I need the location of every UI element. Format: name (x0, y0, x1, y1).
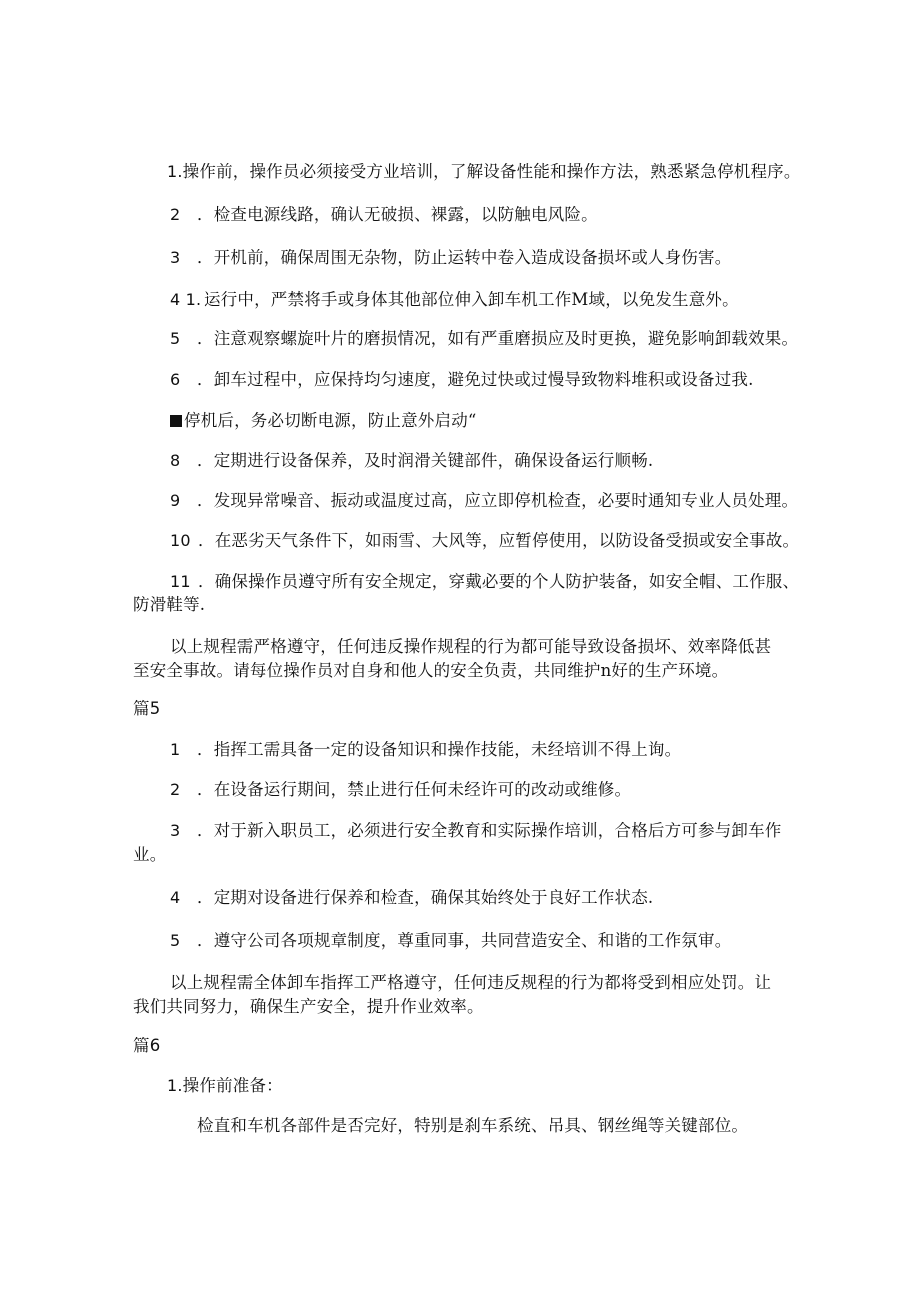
item-number: 9 (170, 491, 181, 510)
list-item (170, 778, 631, 802)
summary-paragraph-line: 至安全事故。请每位操作员对自身和他人的安全负责，共同维护n好的生产环境。 (133, 661, 729, 680)
list-item (170, 529, 799, 553)
section-heading: 篇5 (133, 699, 161, 718)
list-item (170, 246, 731, 270)
list-item (170, 570, 799, 594)
list-item (170, 738, 681, 762)
list-item (170, 203, 598, 227)
item-text: 停机后，务必切断电源，防止意外启动“ (184, 411, 477, 430)
item-number: 1. (167, 162, 183, 181)
item-number: 3 (170, 248, 181, 267)
item-number: 1 (170, 740, 181, 759)
section-heading: 篇6 (133, 1036, 161, 1055)
item-text: ．确保操作员遵守所有安全规定，穿戴必要的个人防护装备，如安全帽、工作服、 (198, 572, 800, 591)
list-item (167, 160, 801, 184)
list-item (170, 327, 798, 351)
summary-paragraph-line: 以上规程需全体卸车指挥工严格遵守，任何违反规程的行为都将受到相应处罚。让 (170, 973, 772, 992)
summary-paragraph-line: 以上规程需严格遵守，任何违反操作规程的行为都可能导致设备损坏、效率降低甚 (170, 637, 772, 656)
item-number: 5 (170, 931, 181, 950)
list-item (170, 449, 653, 473)
item-text: 运行中，严禁将手或身体其他部位伸入卸车机工作M域，以免发生意外。 (204, 290, 739, 309)
item-continuation: 防滑鞋等. (133, 595, 206, 614)
item-number: 4 1. (170, 290, 202, 309)
list-item (170, 929, 731, 953)
item-number: 2 (170, 780, 181, 799)
item-number: 8 (170, 451, 181, 470)
sub-item-text: 检直和车机各部件是否完好，特别是刹车系统、吊具、钢丝绳等关键部位。 (197, 1116, 749, 1135)
item-number: 6 (170, 370, 181, 389)
item-number: 1. (167, 1076, 183, 1095)
item-text: ．在恶劣天气条件下，如雨雪、大风等，应暂停使用，以防设备受损或安全事故。 (198, 531, 800, 550)
item-text: ．在设备运行期间，禁止进行任何未经许可的改动或维修。 (197, 780, 632, 799)
item-text: ．开机前，确保周围无杂物，防止运转中卷入造成设备损坏或人身伤害。 (197, 248, 732, 267)
item-text: ．定期对设备进行保养和检查，确保其始终处于良好工作状态. (197, 888, 654, 907)
list-item (170, 489, 798, 513)
item-text: 操作前，操作员必须接受方业培训，了解设备性能和操作方法，熟悉紧急停机程序。 (182, 162, 801, 181)
item-text: ．卸车过程中，应保持均匀速度，避免过快或过慢导致物料堆积或设备过我. (197, 370, 754, 389)
item-text: 操作前准备： (182, 1076, 283, 1095)
item-number: 3 (170, 821, 181, 840)
list-item (167, 1074, 283, 1098)
list-item (170, 409, 477, 433)
item-number: 2 (170, 205, 181, 224)
item-number: 4 (170, 888, 181, 907)
item-text: ．检查电源线路，确认无破损、裸露，以防触电风险。 (197, 205, 598, 224)
summary-paragraph-line: 我们共同努力，确保生产安全，提升作业效率。 (133, 997, 484, 1016)
item-number: 10 (170, 531, 191, 550)
bullet-square-icon (170, 415, 182, 427)
list-item (170, 819, 782, 843)
list-item (170, 288, 739, 312)
item-number: 5 (170, 329, 181, 348)
item-text: ．指挥工需具备一定的设备知识和操作技能，未经培训不得上询。 (197, 740, 682, 759)
list-item (170, 368, 754, 392)
list-item (170, 886, 653, 910)
item-text: ．发现异常噪音、振动或温度过高，应立即停机检查，必要时通知专业人员处理。 (197, 491, 799, 510)
item-continuation: 业。 (133, 845, 167, 864)
item-text: ．注意观察螺旋叶片的磨损情况，如有严重磨损应及时更换，避免影响卸载效果。 (197, 329, 799, 348)
item-text: ．定期进行设备保养，及时润滑关键部件，确保设备运行顺畅. (197, 451, 654, 470)
item-number: 11 (170, 572, 191, 591)
item-text: ．遵守公司各项规章制度，尊重同事，共同营造安全、和谐的工作氛审。 (197, 931, 732, 950)
item-text: ．对于新入职员工，必须进行安全教育和实际操作培训，合格后方可参与卸车作 (197, 821, 782, 840)
